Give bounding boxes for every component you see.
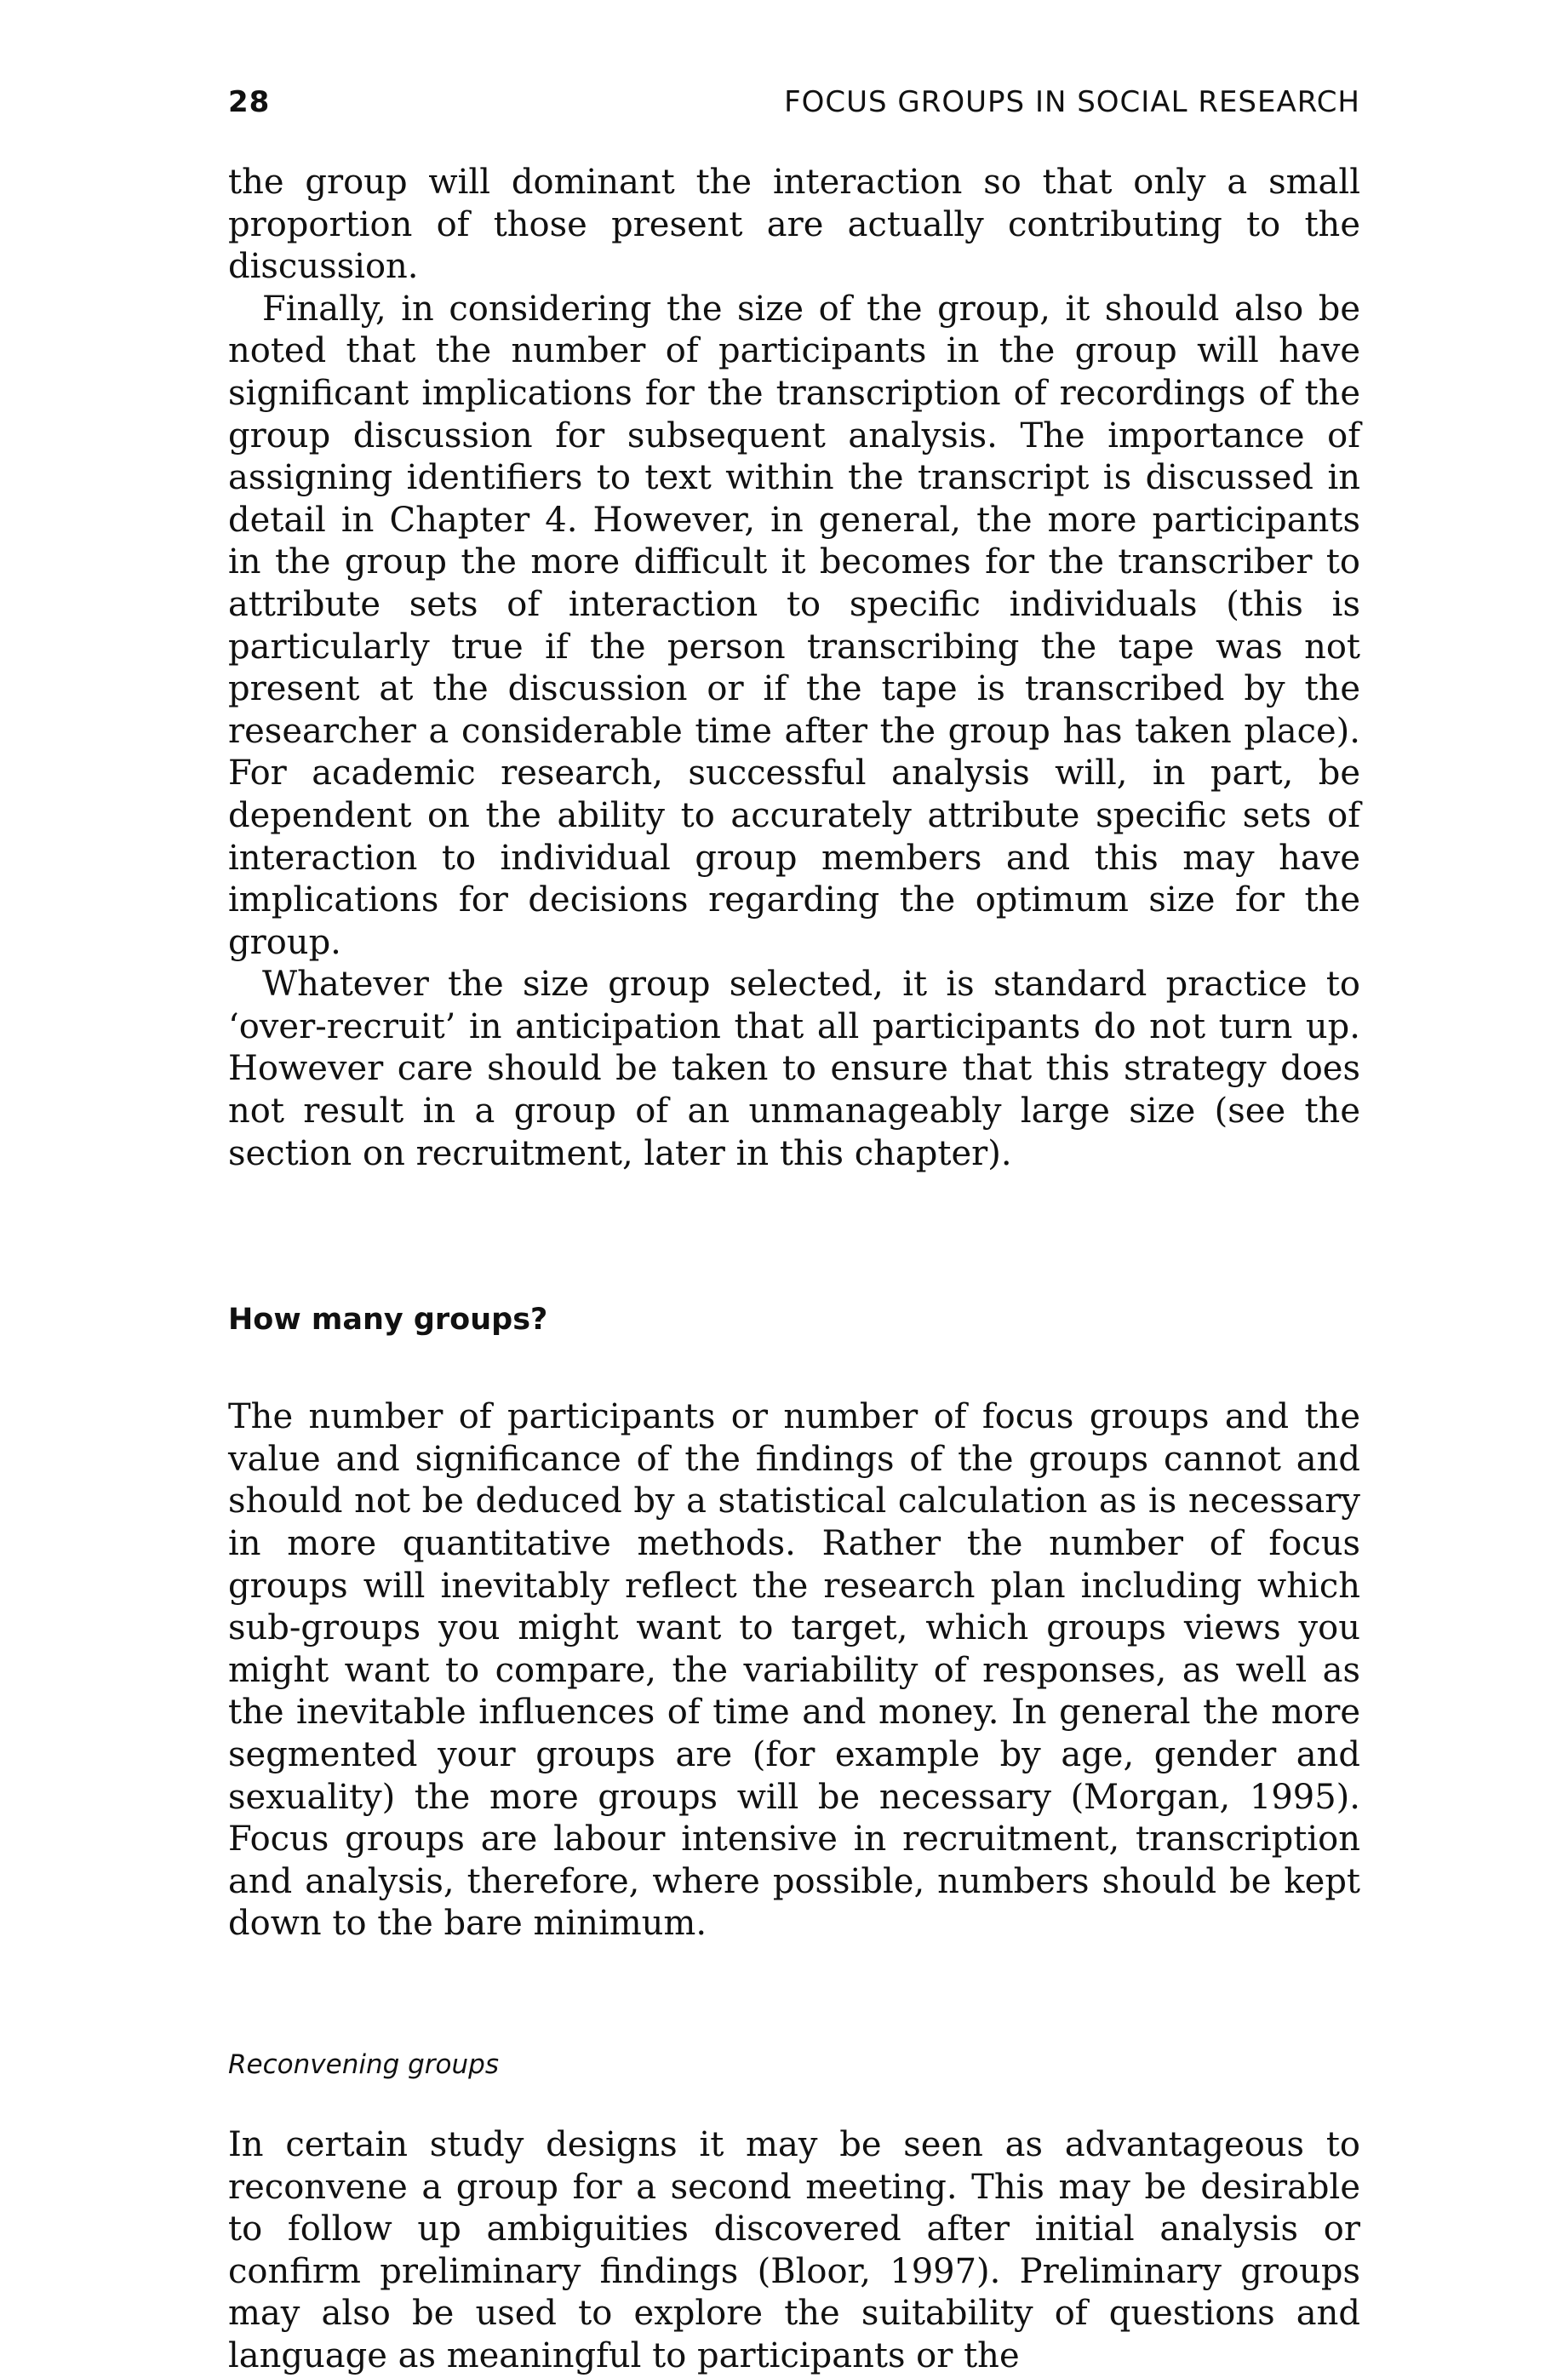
body-text [228, 162, 1360, 2378]
book-page [228, 85, 1360, 2378]
paragraph-over-recruit: Whatever the size group selected, it is standard practice to ‘over-recruit’ in anticipation that all participants do not turn up. However care should be taken to ensure that this strategy does not result in a group of an unmanageably large size (see the section on recruitment, later in this chapter). [228, 965, 1360, 1173]
section-heading-how-many-groups: How many groups? [228, 1303, 548, 1338]
running-head [228, 85, 1360, 136]
subsection-heading-reconvening-groups: Reconvening groups [228, 2049, 499, 2080]
paragraph-number-of-groups: The number of participants or number of focus groups and the value and significance of the findings of the groups cannot and should not be deduced by a statistical calculation as is necessary in more quantitative methods. Rather the number of focus groups will inevitably reflect the research plan including which sub-groups you might want to target, which groups views you might want to compare, the variability of responses, as well as the inevitable influences of time and money. In general the more segmented your groups are (for example by age, gender and sexuality) the more groups will be necessary (Morgan, 1995). Focus groups are labour intensive in recruitment, transcription and analysis, therefore, where possible, numbers should be kept down to the bare minimum. [228, 1397, 1360, 1944]
page-number: 28 [228, 85, 271, 119]
paragraph-continuation: the group will dominant the interaction so that only a small proportion of those present are actually contributing to the discussion. [228, 163, 1360, 287]
paragraph-group-size-transcription: Finally, in considering the size of the group, it should also be noted that the number of participants in the group will have significant implications for the transcription of recordings of the group discussion for subsequent analysis. The importance of assigning identifiers to text within the transcript is discussed in detail in Chapter 4. However, in general, the more participants in the group the more difficult it becomes for the transcriber to attribute sets of interaction to specific individuals (this is particularly true if the person transcribing the tape was not present at the discussion or if the tape is transcribed by the researcher a considerable time after the group has taken place). For academic research, successful analysis will, in part, be dependent on the ability to accurately attribute specific sets of interaction to individual group members and this may have implications for decisions regarding the optimum size for the group. [228, 289, 1360, 962]
running-title: FOCUS GROUPS IN SOCIAL RESEARCH [784, 85, 1360, 119]
paragraph-reconvening: In certain study designs it may be seen as advantageous to reconvene a group for a second meeting. This may be desirable to follow up ambiguities discovered after initial analysis or confirm preliminary findings (Bloor, 1997). Preliminary groups may also be used to explore the suitability of questions and language as meaningful to participants or the [228, 2124, 1360, 2375]
